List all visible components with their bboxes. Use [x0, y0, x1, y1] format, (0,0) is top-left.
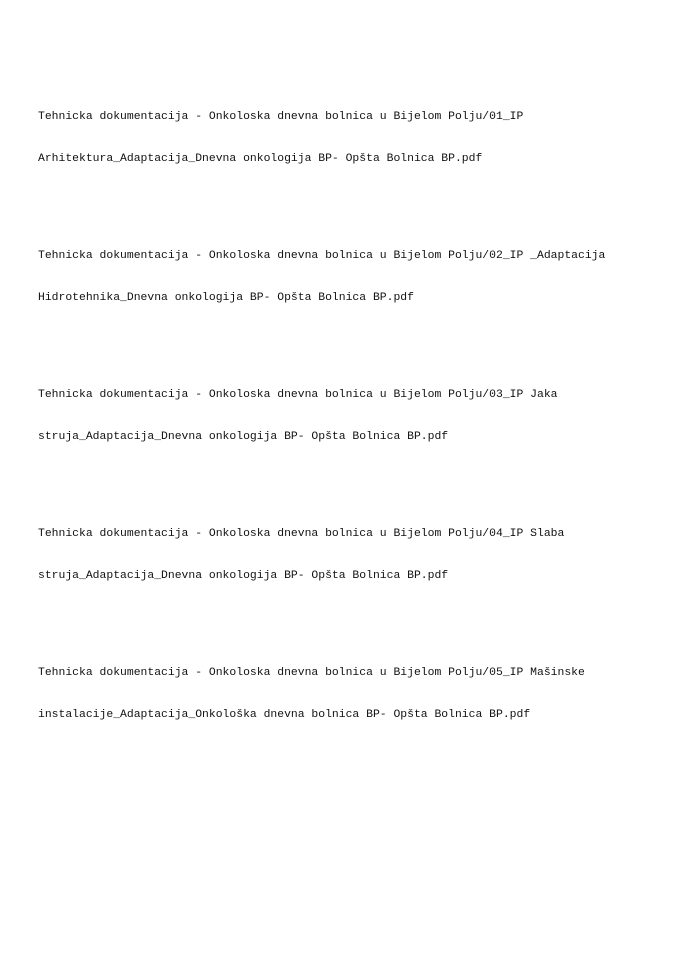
- file-entry-line-1: Tehnicka dokumentacija - Onkoloska dnevna bolnica u Bijelom Polju/05_IP Mašinske: [38, 667, 585, 679]
- file-entry-line-1: Tehnicka dokumentacija - Onkoloska dnevna bolnica u Bijelom Polju/01_IP: [38, 111, 524, 123]
- file-entry-05: [38, 638, 658, 750]
- file-entry-line-2: Arhitektura_Adaptacija_Dnevna onkologija BP- Opšta Bolnica BP.pdf: [38, 153, 483, 165]
- file-list: [38, 82, 658, 777]
- file-entry-01: [38, 82, 658, 194]
- file-entry-03: [38, 360, 658, 472]
- file-entry-line-1: Tehnicka dokumentacija - Onkoloska dnevna bolnica u Bijelom Polju/04_IP Slaba: [38, 528, 565, 540]
- file-entry-line-2: struja_Adaptacija_Dnevna onkologija BP- Opšta Bolnica BP.pdf: [38, 431, 449, 443]
- file-entry-04: [38, 499, 658, 611]
- file-entry-line-2: instalacije_Adaptacija_Onkološka dnevna bolnica BP- Opšta Bolnica BP.pdf: [38, 709, 531, 721]
- file-entry-line-2: struja_Adaptacija_Dnevna onkologija BP- Opšta Bolnica BP.pdf: [38, 570, 449, 582]
- file-entry-line-1: Tehnicka dokumentacija - Onkoloska dnevna bolnica u Bijelom Polju/02_IP _Adaptacija: [38, 250, 606, 262]
- file-entry-line-1: Tehnicka dokumentacija - Onkoloska dnevna bolnica u Bijelom Polju/03_IP Jaka: [38, 389, 558, 401]
- file-entry-line-2: Hidrotehnika_Dnevna onkologija BP- Opšta Bolnica BP.pdf: [38, 292, 414, 304]
- file-entry-02: [38, 221, 658, 333]
